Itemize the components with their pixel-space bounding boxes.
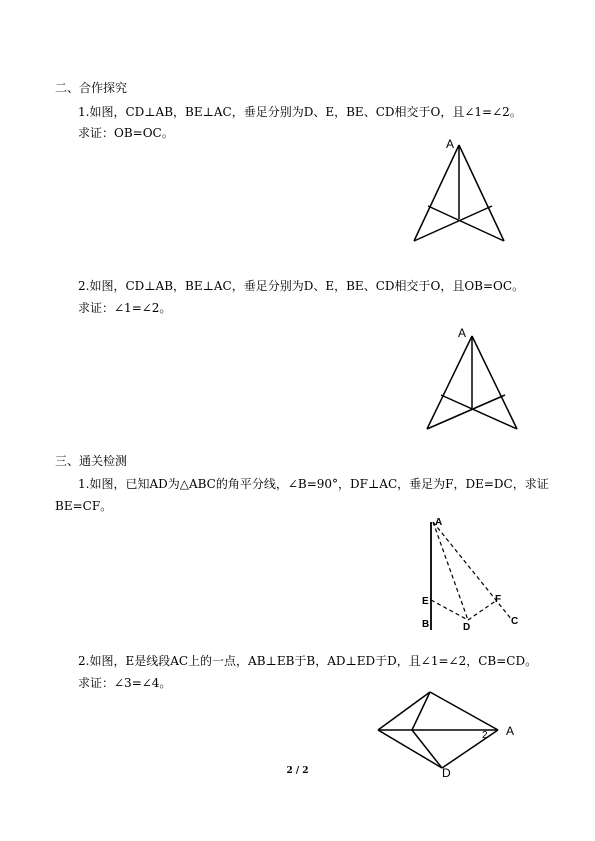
section-2-title: 二、合作探究: [55, 81, 128, 95]
triangle-figure-2: [427, 336, 517, 429]
label-b: B: [422, 619, 430, 630]
s3-problem-1-figure: [415, 512, 527, 634]
s2-problem-2-figure: [418, 322, 528, 437]
s2-problem-1-statement: 1.如图，CD⊥AB，BE⊥AC，垂足分别为D、E，BE、CD相交于O，且∠1=∠2。: [78, 105, 522, 119]
section-3-title: 三、通关检测: [55, 454, 128, 468]
s2-problem-1-prove: 求证：OB=OC。: [78, 126, 174, 140]
s2-problem-2-statement: 2.如图，CD⊥AB，BE⊥AC，垂足分别为D、E，BE、CD相交于O，且OB=OC。: [78, 279, 525, 293]
label-a: A: [506, 724, 515, 738]
triangle-figure-1: [414, 145, 504, 241]
angle-bisector-figure: [431, 522, 512, 630]
page-number: 2 / 2: [286, 766, 309, 776]
label-d: D: [463, 622, 471, 633]
kite-figure: [378, 692, 498, 768]
label-c: C: [511, 616, 519, 627]
s3-problem-2-statement: 2.如图，E是线段AC上的一点，AB⊥EB于B，AD⊥ED于D，且∠1=∠2，CB=CD。: [78, 654, 538, 668]
label-d: D: [442, 766, 451, 780]
s3-problem-2-prove: 求证：∠3=∠4。: [78, 676, 172, 690]
s3-problem-1-statement-line-1: 1.如图，已知AD为△ABC的角平分线，∠B=90°，DF⊥AC，垂足为F，DE=DC，求证: [78, 477, 549, 491]
label-e: E: [422, 596, 429, 607]
label-angle-2: 2: [482, 730, 488, 741]
label-a: A: [458, 326, 467, 340]
s2-problem-2-prove: 求证：∠1=∠2。: [78, 301, 172, 315]
label-a: A: [446, 137, 455, 151]
s2-problem-1-figure: [405, 133, 515, 248]
label-a: A: [435, 517, 443, 528]
label-f: F: [495, 594, 502, 605]
s3-problem-1-statement-line-2: BE=CF。: [55, 499, 113, 513]
